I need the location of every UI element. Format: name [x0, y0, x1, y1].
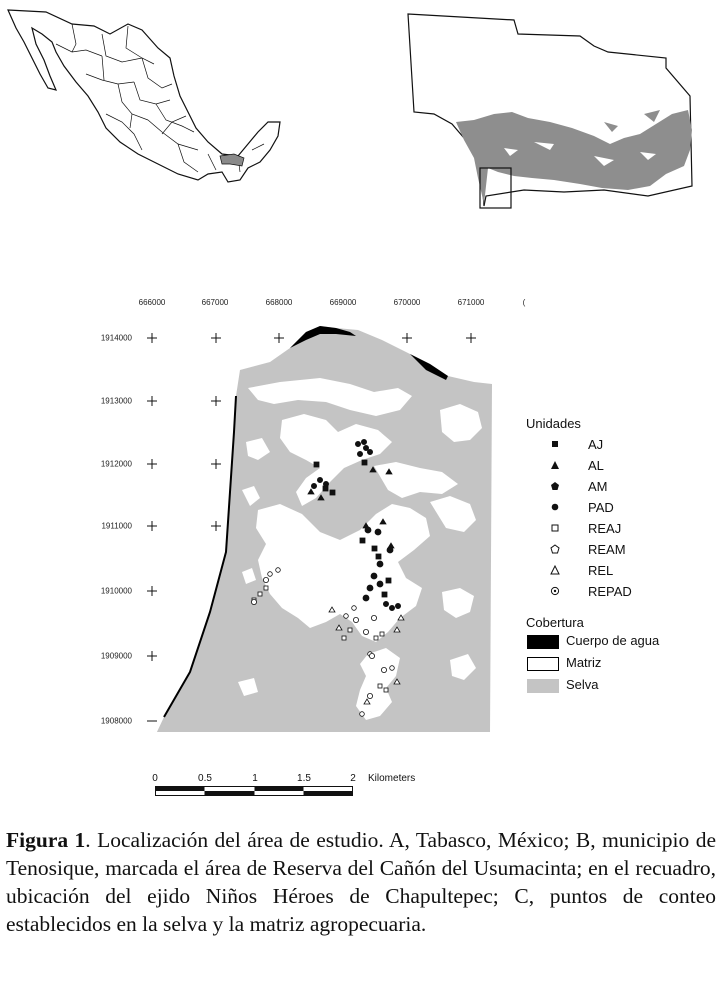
scale-tick-label: 1 [252, 773, 258, 784]
point-am [323, 481, 328, 486]
point-ream [276, 568, 281, 573]
point-aj [372, 546, 377, 551]
scale-tick-label: 1.5 [297, 773, 311, 784]
y-tick-label: 1911000 [101, 521, 132, 531]
point-am [317, 477, 322, 482]
point-pad [365, 527, 371, 533]
point-pad [377, 561, 383, 567]
point-repad [363, 629, 368, 634]
filled-triangle-icon [548, 458, 562, 472]
point-repad [367, 693, 372, 698]
point-repad [353, 617, 358, 622]
scale-tick-label: 0.5 [198, 773, 212, 784]
point-repad [371, 615, 376, 620]
point-am [355, 441, 360, 446]
legend-label-rel: REL [588, 563, 614, 578]
point-ream [268, 572, 273, 577]
point-pad [387, 547, 393, 553]
legend-label-water: Cuerpo de agua [566, 633, 660, 648]
filled-pentagon-icon [548, 479, 562, 493]
point-reaj [348, 628, 352, 632]
legend-label-pad: PAD [588, 500, 614, 515]
figure-caption [6, 826, 716, 938]
point-reaj [342, 636, 346, 640]
point-am [389, 605, 394, 610]
tenosique-map [404, 10, 704, 215]
mexico-map [2, 4, 292, 194]
point-am [395, 603, 400, 608]
legend-label-selva: Selva [566, 677, 599, 692]
point-reaj [258, 592, 262, 596]
legend-label-al: AL [588, 458, 604, 473]
point-pad [375, 529, 381, 535]
x-tick-label: 666000 [138, 298, 166, 307]
point-aj [330, 490, 335, 495]
scale-bar [155, 786, 353, 796]
point-am [383, 601, 388, 606]
point-repad [381, 667, 386, 672]
point-pad [367, 585, 373, 591]
x-tick-label: 668000 [265, 298, 293, 307]
scale-unit-label: Kilometers [368, 773, 416, 784]
caption-text: . Localización del área de estudio. A, Tabasco, México; B, municipio de Tenosique, marcada el área de Reserva del Cañón del Usumacinta; en el recuadro, ubicación del ejido Niños Héroes de Chapultepec; C, puntos de conteo establecidos en la selva y la matriz agropecuaria. [6, 828, 716, 936]
x-tick-label: 671000 [457, 298, 485, 307]
figure-label: Figura 1 [6, 828, 86, 852]
units-legend-title: Unidades [526, 416, 581, 431]
legend-label-repad: REPAD [588, 584, 632, 599]
cover-legend-title: Cobertura [526, 615, 584, 630]
point-aj [376, 554, 381, 559]
study-area-map [130, 292, 550, 732]
point-am [363, 445, 368, 450]
point-am [311, 483, 316, 488]
point-reaj [374, 636, 378, 640]
water-swatch [527, 635, 559, 649]
open-square-icon [548, 521, 562, 535]
point-reaj [264, 586, 268, 590]
y-tick-label: 1909000 [100, 651, 132, 661]
x-tick-label: 669000 [329, 298, 357, 307]
y-tick-label: 1908000 [100, 716, 132, 726]
point-reaj [384, 688, 388, 692]
selva-swatch [527, 679, 559, 693]
point-ream [352, 606, 357, 611]
scale-tick-label: 2 [350, 773, 356, 784]
x-tick-label: 667000 [201, 298, 229, 307]
point-pad [363, 595, 369, 601]
point-ream [390, 666, 395, 671]
matrix-swatch [527, 657, 559, 671]
point-ream [344, 614, 349, 619]
legend-label-matrix: Matriz [566, 655, 602, 670]
point-aj [386, 578, 391, 583]
x-tick-label: 670000 [393, 298, 421, 307]
y-tick-label: 1912000 [100, 459, 132, 469]
point-am [367, 449, 372, 454]
point-aj [314, 462, 319, 467]
open-triangle-icon [548, 563, 562, 577]
legend-label-am: AM [588, 479, 608, 494]
point-pad [371, 573, 377, 579]
point-am [361, 439, 366, 444]
point-repad [251, 599, 256, 604]
x-tick-label: ( [522, 298, 526, 307]
y-tick-label: 1913000 [100, 396, 132, 406]
point-am [357, 451, 362, 456]
point-aj [382, 592, 387, 597]
filled-square-icon [548, 437, 562, 451]
scale-tick-label: 0 [152, 773, 158, 784]
open-circle-dot-icon [548, 584, 562, 598]
legend-label-reaj: REAJ [588, 521, 622, 536]
open-pentagon-icon [548, 542, 562, 556]
point-reaj [378, 684, 382, 688]
point-pad [377, 581, 383, 587]
filled-circle-icon [548, 500, 562, 514]
point-aj [360, 538, 365, 543]
point-repad [263, 577, 268, 582]
legend-label-ream: REAM [588, 542, 626, 557]
legend-label-aj: AJ [588, 437, 604, 452]
point-aj [362, 460, 367, 465]
point-ream [360, 712, 365, 717]
point-repad [369, 653, 374, 658]
point-reaj [380, 632, 384, 636]
y-tick-label: 1914000 [100, 333, 132, 343]
y-tick-label: 1910000 [100, 586, 132, 596]
